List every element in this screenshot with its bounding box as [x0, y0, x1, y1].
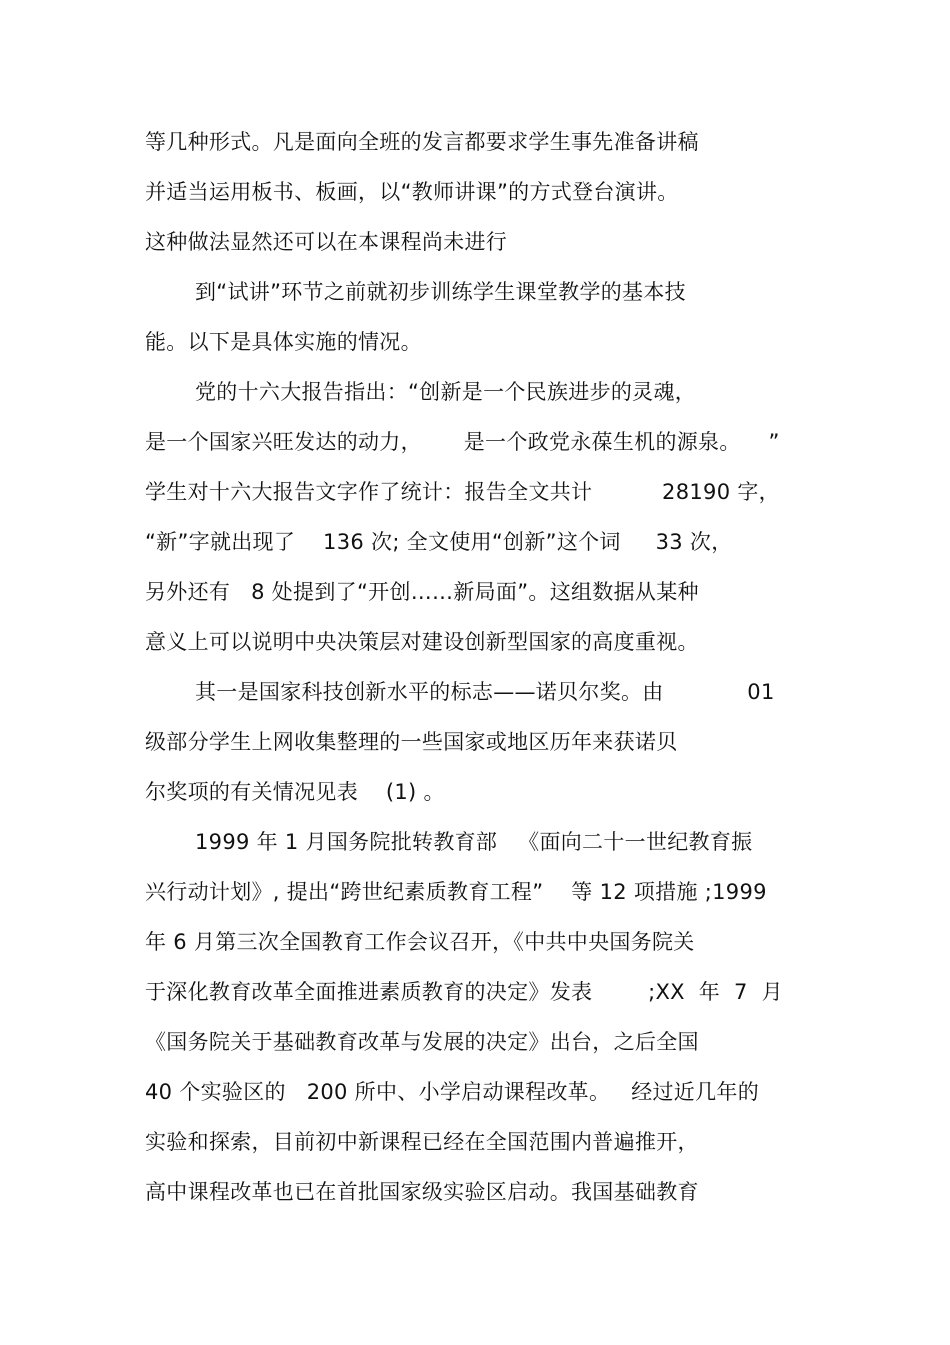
text-line: 这种做法显然还可以在本课程尚未进行 [145, 230, 508, 254]
text-line: 于深化教育改革全面推进素质教育的决定》发表 ;XX 年 7 月 [145, 980, 783, 1004]
text-line: 学生对十六大报告文字作了统计：报告全文共计 28190 字， [145, 480, 780, 504]
text-line: 另外还有 8 处提到了“开创……新局面”。这组数据从某种 [145, 580, 699, 604]
text-line: 尔奖项的有关情况见表 (1) 。 [145, 780, 445, 804]
text-line: 年 6 月第三次全国教育工作会议召开，《中共中央国务院关 [145, 930, 695, 954]
text-line: 是一个国家兴旺发达的动力， 是一个政党永葆生机的源泉。 ” [145, 430, 780, 454]
text-line: 级部分学生上网收集整理的一些国家或地区历年来获诺贝 [145, 730, 678, 754]
text-line: 到“试讲”环节之前就初步训练学生课堂教学的基本技 [195, 280, 686, 304]
text-line: 《国务院关于基础教育改革与发展的决定》出台，之后全国 [145, 1030, 699, 1054]
text-line: 其一是国家科技创新水平的标志——诺贝尔奖。由 01 [195, 680, 775, 704]
text-line: 并适当运用板书、板画，以“教师讲课”的方式登台演讲。 [145, 180, 679, 204]
text-line: 高中课程改革也已在首批国家级实验区启动。我国基础教育 [145, 1180, 699, 1204]
text-line: 能。以下是具体实施的情况。 [145, 330, 422, 354]
text-line: 实验和探索，目前初中新课程已经在全国范围内普遍推开， [145, 1130, 699, 1154]
text-line: 党的十六大报告指出：“创新是一个民族进步的灵魂， [195, 380, 697, 404]
text-line: 等几种形式。凡是面向全班的发言都要求学生事先准备讲稿 [145, 130, 699, 154]
text-line: 1999 年 1 月国务院批转教育部 《面向二十一世纪教育振 [195, 830, 753, 854]
text-line: 兴行动计划》, 提出“跨世纪素质教育工程” 等 12 项措施 ;1999 [145, 880, 767, 904]
text-line: “新”字就出现了 136 次; 全文使用“创新”这个词 33 次， [145, 530, 733, 554]
text-line: 意义上可以说明中央决策层对建设创新型国家的高度重视。 [145, 630, 699, 654]
text-line: 40 个实验区的 200 所中、小学启动课程改革。 经过近几年的 [145, 1080, 760, 1104]
